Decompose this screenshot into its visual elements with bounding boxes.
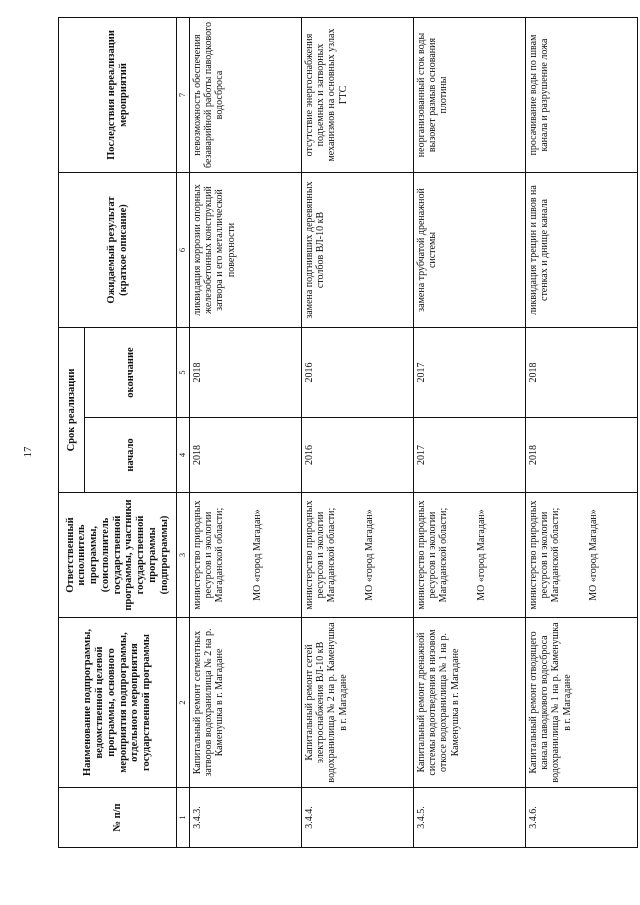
table-row [190,18,302,848]
row-end: 2018 [526,328,638,418]
row-result: ликвидация трещин и швов на стенках и днище канала [526,173,638,328]
row-number: 3.4.5. [414,788,526,848]
row-consequences: невозможность обеспечения безаварийной работы паводкового водосброса [190,18,302,173]
row-executor [302,493,414,618]
row-number: 3.4.4. [302,788,414,848]
row-end: 2017 [414,328,526,418]
header-end: окончание [85,328,177,418]
row-start: 2017 [414,418,526,493]
row-start: 2018 [526,418,638,493]
executor-municipality: МО «город Магадан» [587,509,599,601]
column-number: 6 [177,173,190,328]
row-consequences: неорганизованный сток воды вызовет размыв основания плотины [414,18,526,173]
row-name: Капитальный ремонт сетей электроснабжения ВЛ-10 кВ водохранилища № 2 на р. Каменушка в г. Магадане [302,618,414,788]
column-number: 5 [177,328,190,418]
column-number: 7 [177,18,190,173]
executor-municipality: МО «город Магадан» [251,509,263,601]
row-result: замена трубчатой дренажной системы [414,173,526,328]
row-name: Капитальный ремонт отводящего канала паводкового водосброса водохранилища № 1 на р. Каменушка в г. Магадане [526,618,638,788]
table-rotated-container [58,18,638,848]
row-executor [526,493,638,618]
row-name: Капитальный ремонт сегментных затворов водохранилища № 2 на р. Каменушка в г. Магадане [190,618,302,788]
executor-ministry: министерство природных ресурсов и экологии Магаданской области; [304,500,338,610]
header-start: начало [85,418,177,493]
column-number: 4 [177,418,190,493]
executor-ministry: министерство природных ресурсов и экологии Магаданской области; [528,500,562,610]
row-number: 3.4.6. [526,788,638,848]
row-start: 2018 [190,418,302,493]
row-result: замена подгнивших деревянных столбов ВЛ-10 кВ [302,173,414,328]
row-consequences: просачивание воды по швам канала и разрушение ложа [526,18,638,173]
executor-municipality: МО «город Магадан» [475,509,487,601]
column-number: 1 [177,788,190,848]
header-result: Ожидаемый результат (краткое описание) [59,173,177,328]
row-executor [414,493,526,618]
header-executor: Ответственный исполнитель программы, (соисполнитель государственной программы, участники государственной программы (подпрограммы) [59,493,177,618]
row-number: 3.4.3. [190,788,302,848]
row-end: 2016 [302,328,414,418]
measures-table [58,17,638,848]
row-result: ликвидация коррозии опорных железобетонных конструкций затвора и его металлической поверхности [190,173,302,328]
executor-ministry: министерство природных ресурсов и экологии Магаданской области; [416,500,450,610]
table-row [414,18,526,848]
page-number: 17 [22,446,34,458]
column-numbers-row [177,18,190,848]
row-start: 2016 [302,418,414,493]
row-consequences: отсутствие энергоснабжения подъемных и затворных механизмов на основных узлах ГТС [302,18,414,173]
table-row [302,18,414,848]
header-num: № п/п [59,788,177,848]
row-name: Капитальный ремонт дренажной системы водоотведения в низовом откосе водохранилища № 1 на р. Каменушка в г. Магадане [414,618,526,788]
header-period: Срок реализации [59,328,85,493]
column-number: 3 [177,493,190,618]
executor-ministry: министерство природных ресурсов и экологии Магаданской области; [192,500,226,610]
executor-municipality: МО «город Магадан» [363,509,375,601]
table-row [526,18,638,848]
header-name: Наименование подпрограммы, ведомственной целевой программы, основного мероприятия подпрограммы, отдельного мероприятия государственной программы [59,618,177,788]
row-executor [190,493,302,618]
row-end: 2018 [190,328,302,418]
header-consequences: Последствия нереализации мероприятий [59,18,177,173]
column-number: 2 [177,618,190,788]
